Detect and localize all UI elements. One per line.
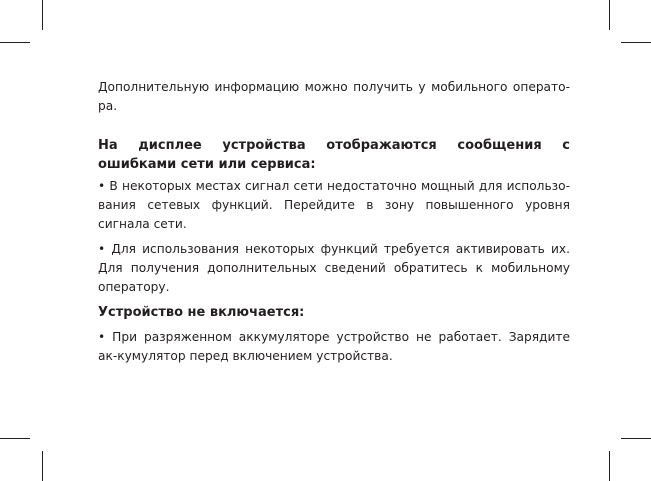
bullet-activate-functions: • Для использования некоторых функций требуется активировать их. Для получения дополнительных сведений обратитесь к мобильному оператору. bbox=[98, 242, 570, 294]
bullet-battery-discharged: • При разряженном аккумуляторе устройство не работает. Зарядите ак-кумулятор перед включением устройства. bbox=[98, 330, 570, 363]
crop-mark-top-left-horizontal bbox=[0, 42, 30, 43]
crop-mark-top-right-horizontal bbox=[621, 42, 651, 43]
crop-mark-top-left-vertical bbox=[42, 0, 43, 30]
crop-mark-bottom-right-vertical bbox=[609, 451, 610, 481]
intro-paragraph: Дополнительную информацию можно получить у мобильного операто-ра. bbox=[98, 80, 570, 113]
page-content bbox=[98, 78, 570, 366]
bullet-weak-signal: • В некоторых местах сигнал сети недостаточно мощный для использо-вания сетевых функций. Перейдите в зону повышенного уровня сигнала сети. bbox=[98, 179, 570, 231]
crop-mark-bottom-left-vertical bbox=[42, 451, 43, 481]
section-heading-network-errors: На дисплее устройства отображаются сообщения с ошибками сети или сервиса: bbox=[98, 138, 570, 172]
section-heading-device-not-turning-on: Устройство не включается: bbox=[98, 305, 305, 320]
crop-mark-top-right-vertical bbox=[609, 0, 610, 30]
crop-mark-bottom-left-horizontal bbox=[0, 438, 30, 439]
crop-mark-bottom-right-horizontal bbox=[621, 438, 651, 439]
